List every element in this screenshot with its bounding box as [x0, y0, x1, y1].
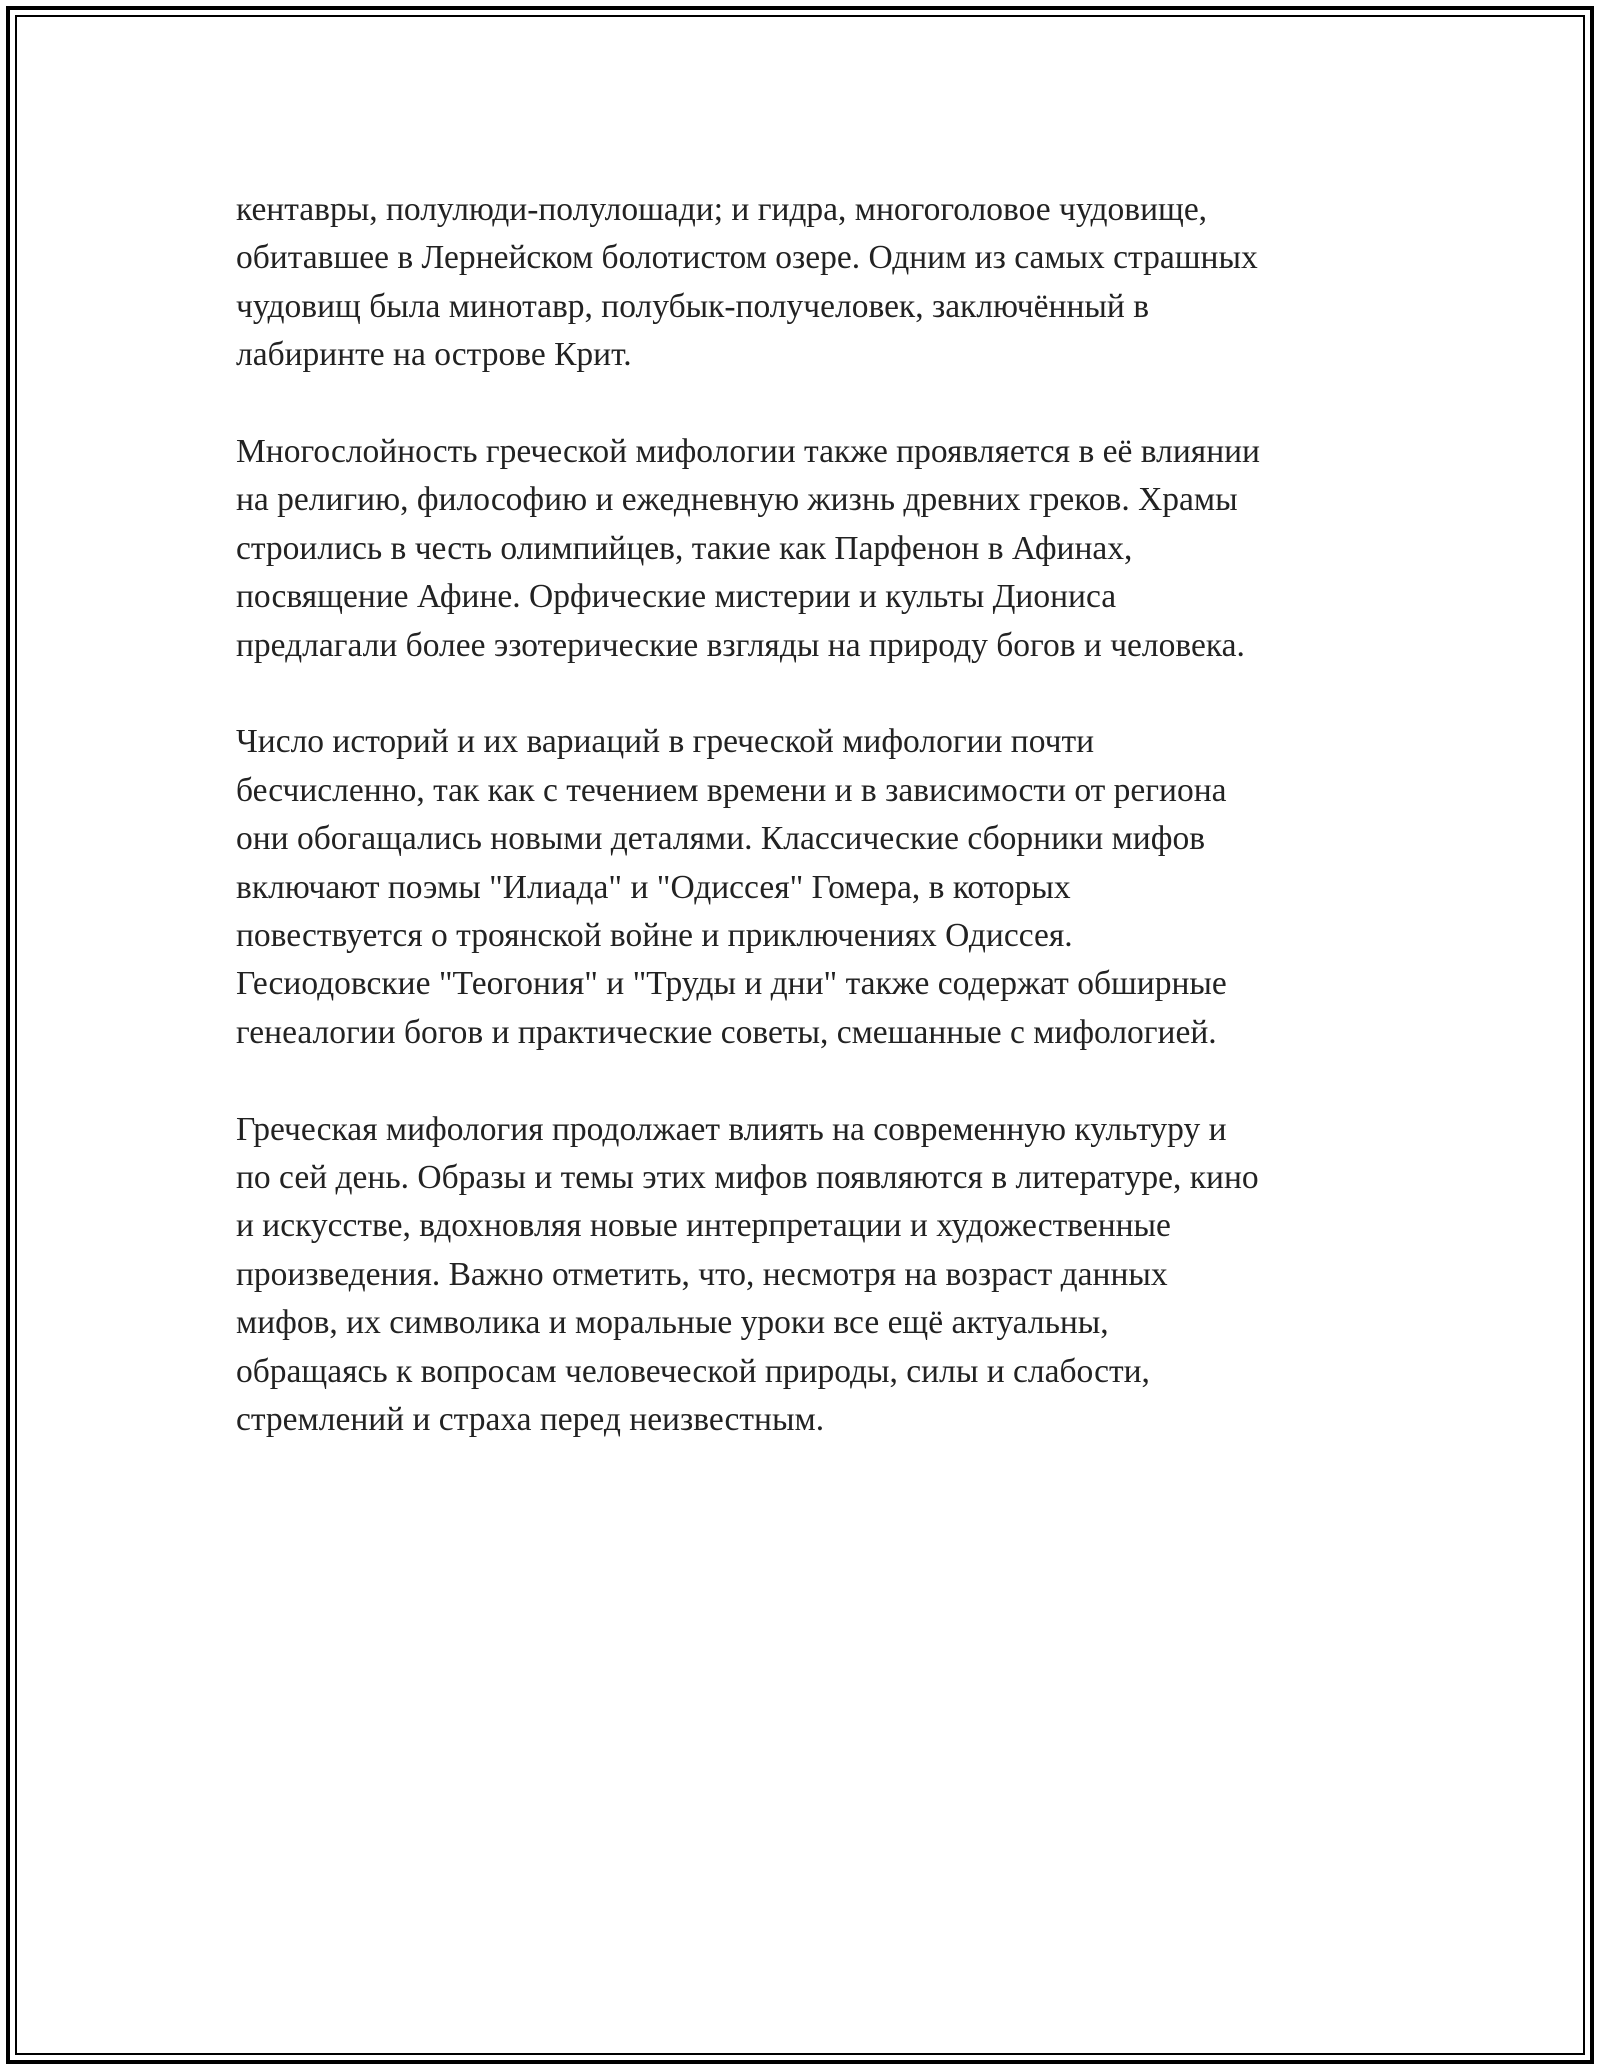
paragraph-religion-influence: Многослойность греческой мифологии также проявляется в её влиянии на религию, философию и ежедневную жизнь древних греков. Храмы строились в честь олимпийцев, такие как Парфенон в Афинах, посвящение Афине. Орфические мистерии и культы Диониса предлагали более эзотерические взгляды на природу богов и человека.	[236, 433, 1260, 664]
paragraph-story-variations: Число историй и их вариаций в греческой мифологии почти бесчисленно, так как с течением времени и в зависимости от региона они обогащались новыми деталями. Классические сборники мифов включают поэмы "Илиада" и "Одиссея" Гомера, в которых повествуется о троянской войне и приключениях Одиссея. Гесиодовские "Теогония" и "Труды и дни" также содержат обширные генеалогии богов и практические советы, смешанные с мифологией.	[236, 723, 1227, 1051]
document-body	[236, 186, 1366, 1445]
paragraph-creatures: кентавры, полулюди-полулошади; и гидра, многоголовое чудовище, обитавшее в Лернейском болотистом озере. Одним из самых страшных чудовищ была минотавр, полубык-получеловек, заключённый в лабиринте на острове Крит.	[236, 191, 1258, 374]
paragraph-modern-culture: Греческая мифология продолжает влиять на современную культуру и по сей день. Образы и темы этих мифов появляются в литературе, кино и искусстве, вдохновляя новые интерпретации и художественные произведения. Важно отметить, что, несмотря на возраст данных мифов, их символика и моральные уроки все ещё актуальны, обращаясь к вопросам человеческой природы, силы и слабости, стремлений и страха перед неизвестным.	[236, 1110, 1259, 1439]
